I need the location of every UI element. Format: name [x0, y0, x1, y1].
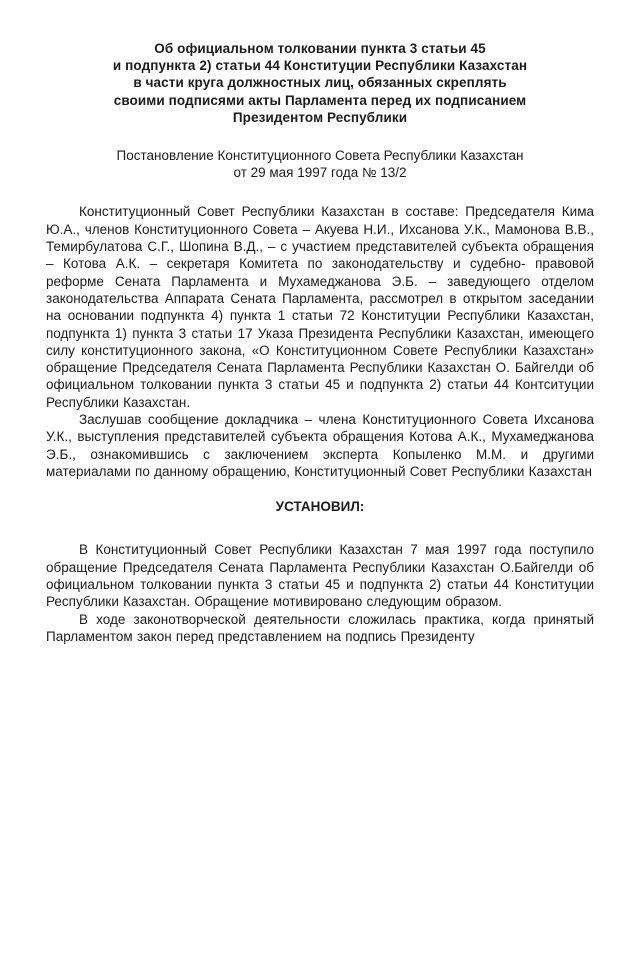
- title-line-4: своими подписями акты Парламента перед их подписанием: [113, 92, 527, 108]
- title-line-5: Президентом Республики: [232, 109, 408, 125]
- title-line-1: Об официальном толковании пункта 3 статьи 45: [154, 41, 486, 56]
- section-heading-ustanovil: УСТАНОВИЛ:: [275, 499, 365, 515]
- title-line-3: в части круга должностных лиц, обязанных скреплять: [133, 75, 507, 91]
- document-subtitle: [46, 147, 594, 181]
- paragraph-hearing-report: Заслушав сообщение докладчика – члена Конституционного Совета Ихсанова У.К., выступления представителей субъекта обращения Котова А.К., Мухамеджанова Э.Б., ознакомившись с заключением эксперта Копыленко М.М. и другими материалами по данному обращению, Конституционный Совет Республики Казахстан: [46, 411, 594, 479]
- subtitle-line-1: Постановление Конституционного Совета Республики Казахстан: [116, 148, 524, 164]
- subtitle-line-2: от 29 мая 1997 года № 13/2: [233, 165, 407, 181]
- paragraph-appeal-received: В Конституционный Совет Республики Казахстан 7 мая 1997 года поступило обращение Председателя Сената Парламента Республики Казахстан О.Байгелди об официальном толковании пункта 3 статьи 45 и подпункта 2) статьи 44 Конституции Республики Казахстан. Обращение мотивировано следующим образом.: [46, 542, 594, 610]
- document-title: [46, 40, 594, 126]
- paragraph-lawmaking-practice: В ходе законотворческой деятельности сложилась практика, когда принятый Парламентом закон перед представлением на подпись Президенту: [46, 611, 594, 644]
- paragraph-council-composition: Конституционный Совет Республики Казахстан в составе: Председателя Кима Ю.А., членов Конституционного Совета – Акуева Н.И., Ихсанова У.К., Мамонова В.В., Темирбулатова С.Г., Шопина В.Д., – с участием представителей субъекта обращения – Котова А.К. – секретаря Комитета по законодательству и судебно- правовой реформе Сената Парламента и Мухамеджанова Э.Б. – заведующего отделом законодательства Аппарата Сената Парламента, рассмотрел в открытом заседании на основании подпункта 4) пункта 1 статьи 72 Конституции Республики Казахстан, подпункта 1) пункта 3 статьи 17 Указа Президента Республики Казахстан, имеющего силу конституционного закона, «О Конституционном Совете Республики Казахстан» обращение Председателя Сената Парламента Республики Казахстан О. Байгелди об официальном толковании пункта 3 статьи 45 и подпункта 2) статьи 44 Контситуции Республики Казахстан.: [46, 204, 594, 410]
- title-line-2: и подпункта 2) статьи 44 Конституции Республики Казахстан: [112, 58, 528, 74]
